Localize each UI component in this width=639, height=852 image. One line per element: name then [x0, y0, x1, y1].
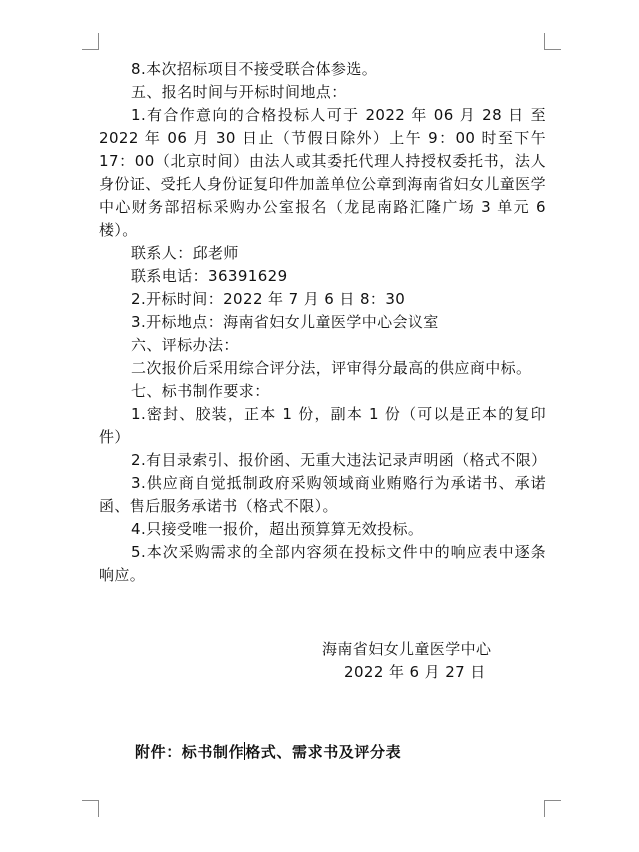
attachment-text-start: 附件：标书制作 [135, 743, 245, 761]
paragraph-requirement-2: 2.有目录索引、报价函、无重大违法记录声明函（格式不限） [131, 451, 547, 469]
crop-mark-bottom-right [544, 800, 561, 817]
paragraph-opening-time: 2.开标时间：2022 年 7 月 6 日 8：30 [131, 290, 406, 308]
section-heading-registration: 五、报名时间与开标时间地点： [131, 83, 347, 101]
paragraph-registration-details: 1.有合作意向的合格投标人可于 2022 年 06 月 28 日 至 2022 年 06 月 30 日止（节假日除外）上午 9：00 时至下午 17：00（北京时间）由法人或其委托代理人持授权委托书，法人身份证、受托人身份证复印件加盖单位公章到海南省妇女儿童医学中心财务部招标采购办公室报名（龙昆南路汇隆广场 3 单元 6 楼）。 [99, 106, 546, 239]
signature-date: 2022 年 6 月 27 日 [344, 663, 486, 681]
signature-organization: 海南省妇女儿童医学中心 [322, 640, 492, 658]
paragraph-requirement-1: 1.密封、胶装，正本 1 份，副本 1 份（可以是正本的复印件） [99, 405, 546, 446]
paragraph-contact-phone: 联系电话：36391629 [131, 267, 288, 285]
attachment-line[interactable] [135, 740, 401, 764]
crop-mark-top-left [82, 33, 99, 50]
paragraph-requirement-3: 3.供应商自觉抵制政府采购领域商业贿赂行为承诺书、承诺函、售后服务承诺书（格式不限）。 [99, 474, 546, 515]
paragraph-contact-person: 联系人：邱老师 [131, 244, 239, 262]
paragraph-item-8: 8.本次招标项目不接受联合体参选。 [131, 60, 378, 78]
document-body[interactable] [99, 58, 546, 587]
section-heading-bid-requirements: 七、标书制作要求： [131, 382, 270, 400]
section-heading-evaluation: 六、评标办法： [131, 336, 239, 354]
paragraph-evaluation-method: 二次报价后采用综合评分法，评审得分最高的供应商中标。 [131, 359, 532, 377]
paragraph-requirement-5: 5.本次采购需求的全部内容须在投标文件中的响应表中逐条响应。 [99, 543, 546, 584]
attachment-text-end: 格式、需求书及评分表 [245, 743, 402, 761]
paragraph-requirement-4: 4.只接受唯一报价，超出预算算无效投标。 [131, 520, 424, 538]
crop-mark-top-right [544, 33, 561, 50]
paragraph-opening-location: 3.开标地点：海南省妇女儿童医学中心会议室 [131, 313, 439, 331]
crop-mark-bottom-left [82, 800, 99, 817]
